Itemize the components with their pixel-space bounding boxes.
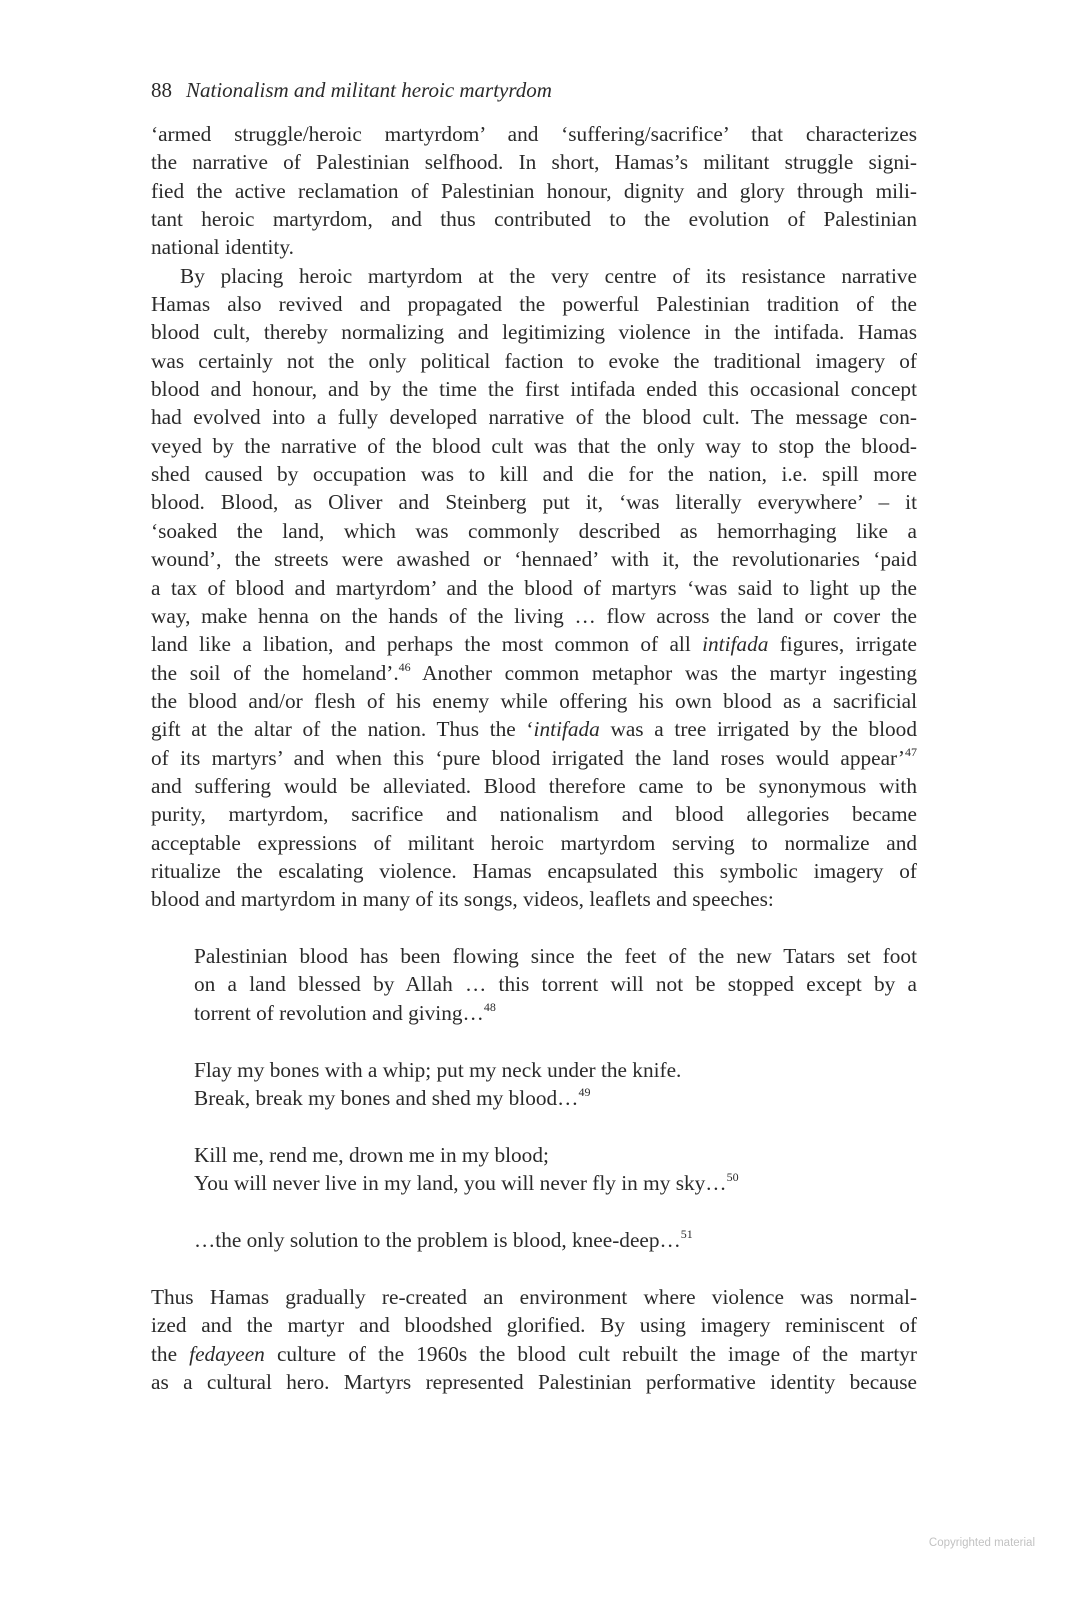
text-line: and suffering would be alleviated. Blood therefore came to be synonymous with [151,773,917,798]
text-line [151,715,917,743]
quote-line: Kill me, rend me, drown me in my blood; [194,1142,549,1167]
italic-term: fedayeen [189,1341,265,1366]
running-head [151,76,917,104]
chapter-title: Nationalism and militant heroic martyrdom [186,78,552,102]
text-line: blood. Blood, as Oliver and Steinberg put it, ‘was literally everywhere’ – it [151,490,917,515]
text-run: the soil of the homeland’. [151,660,399,685]
text-run: figures, irrigate [768,632,917,657]
text-run: torrent of revolution and giving… [194,1000,484,1025]
footnote-ref[interactable]: 50 [726,1170,739,1185]
text-line: shed caused by occupation was to kill and die for the nation, i.e. spill more [151,462,917,487]
text-line: ized and the martyr and bloodshed glorified. By using imagery reminiscent of [151,1313,917,1338]
text-line: veyed by the narrative of the blood cult was that the only way to stop the blood- [151,433,917,458]
text-line [151,630,917,658]
block-quote-2 [151,1056,917,1113]
text-line: blood cult, thereby normalizing and legitimizing violence in the intifada. Hamas [151,320,917,345]
text-run: the [151,1341,190,1366]
italic-term: intifada [533,717,600,742]
text-line [151,1340,917,1368]
text-run: land like a libation, and perhaps the most common of all [151,632,703,657]
text-run: …the only solution to the problem is blood, knee-deep… [194,1228,681,1253]
quote-line [194,999,917,1027]
block-quote-3 [151,1141,917,1198]
italic-term: intifada [702,632,769,657]
text-line: was certainly not the only political faction to evoke the traditional imagery of [151,348,917,373]
paragraph-2 [151,262,917,914]
body-text [151,120,917,1396]
text-run: Another common metaphor was the martyr ingesting [410,660,917,685]
text-line: tant heroic martyrdom, and thus contributed to the evolution of Palestinian [151,207,917,232]
paragraph-1 [151,120,917,262]
text-line: Thus Hamas gradually re-created an environment where violence was normal- [151,1284,917,1309]
text-line: ritualize the escalating violence. Hamas encapsulated this symbolic imagery of [151,858,917,883]
footnote-ref[interactable]: 48 [483,999,496,1014]
footnote-ref[interactable]: 46 [398,659,411,674]
footnote-ref[interactable]: 49 [578,1085,591,1099]
text-run: You will never live in my land, you will never fly in my sky… [194,1171,727,1196]
text-line: blood and honour, and by the time the first intifada ended this occasional concept [151,377,917,402]
footnote-ref[interactable]: 51 [680,1227,693,1242]
text-line: acceptable expressions of militant heroic martyrdom serving to normalize and [151,830,917,855]
page-number: 88 [151,78,172,102]
text-line: purity, martyrdom, sacrifice and nationalism and blood allegories became [151,802,917,827]
quote-line: on a land blessed by Allah … this torrent will not be stopped except by a [194,972,917,997]
text-line: way, make henna on the hands of the living … flow across the land or cover the [151,603,917,628]
paragraph-3 [151,1283,917,1396]
text-line: the narrative of Palestinian selfhood. In short, Hamas’s militant struggle signi- [151,150,917,175]
text-line: as a cultural hero. Martyrs represented Palestinian performative identity because [151,1369,917,1394]
block-quote-1 [151,942,917,1027]
text-line: national identity. [151,235,294,260]
text-line: blood and martyrdom in many of its songs, videos, leaflets and speeches: [151,887,774,912]
quote-line: Palestinian blood has been flowing since the feet of the new Tatars set foot [194,944,917,969]
text-run: gift at the altar of the nation. Thus the ‘ [151,717,534,742]
text-run: Break, break my bones and shed my blood… [194,1086,579,1110]
text-run: of its martyrs’ and when this ‘pure blood irrigated the land roses would appear’ [151,745,905,770]
text-line: Hamas also revived and propagated the powerful Palestinian tradition of the [151,292,917,317]
copyright-watermark: Copyrighted material [928,1537,1035,1549]
text-line: a tax of blood and martyrdom’ and the blood of martyrs ‘was said to light up the [151,575,917,600]
text-line [151,659,917,687]
text-line [151,744,917,772]
text-line: ‘armed struggle/heroic martyrdom’ and ‘suffering/sacrifice’ that characterizes [151,122,917,146]
text-line: fied the active reclamation of Palestinian honour, dignity and glory through mili- [151,178,917,203]
text-line: ‘soaked the land, which was commonly described as hemorrhaging like a [151,518,917,543]
footnote-ref[interactable]: 47 [905,744,917,759]
quote-line [194,1226,917,1254]
text-run: was a tree irrigated by the blood [599,717,917,742]
quote-line: Flay my bones with a whip; put my neck under the knife. [194,1057,682,1082]
text-line: By placing heroic martyrdom at the very centre of its resistance narrative [180,263,917,288]
text-line: had evolved into a fully developed narrative of the blood cult. The message con- [151,405,917,430]
quote-line [194,1084,917,1112]
text-run: culture of the 1960s the blood cult rebuilt the image of the martyr [264,1341,917,1366]
quote-line [194,1169,917,1197]
text-line: wound’, the streets were awashed or ‘hennaed’ with it, the revolutionaries ‘paid [151,547,917,572]
book-page [151,76,917,1396]
text-line: the blood and/or flesh of his enemy while offering his own blood as a sacrificial [151,688,917,713]
block-quote-4 [151,1226,917,1254]
